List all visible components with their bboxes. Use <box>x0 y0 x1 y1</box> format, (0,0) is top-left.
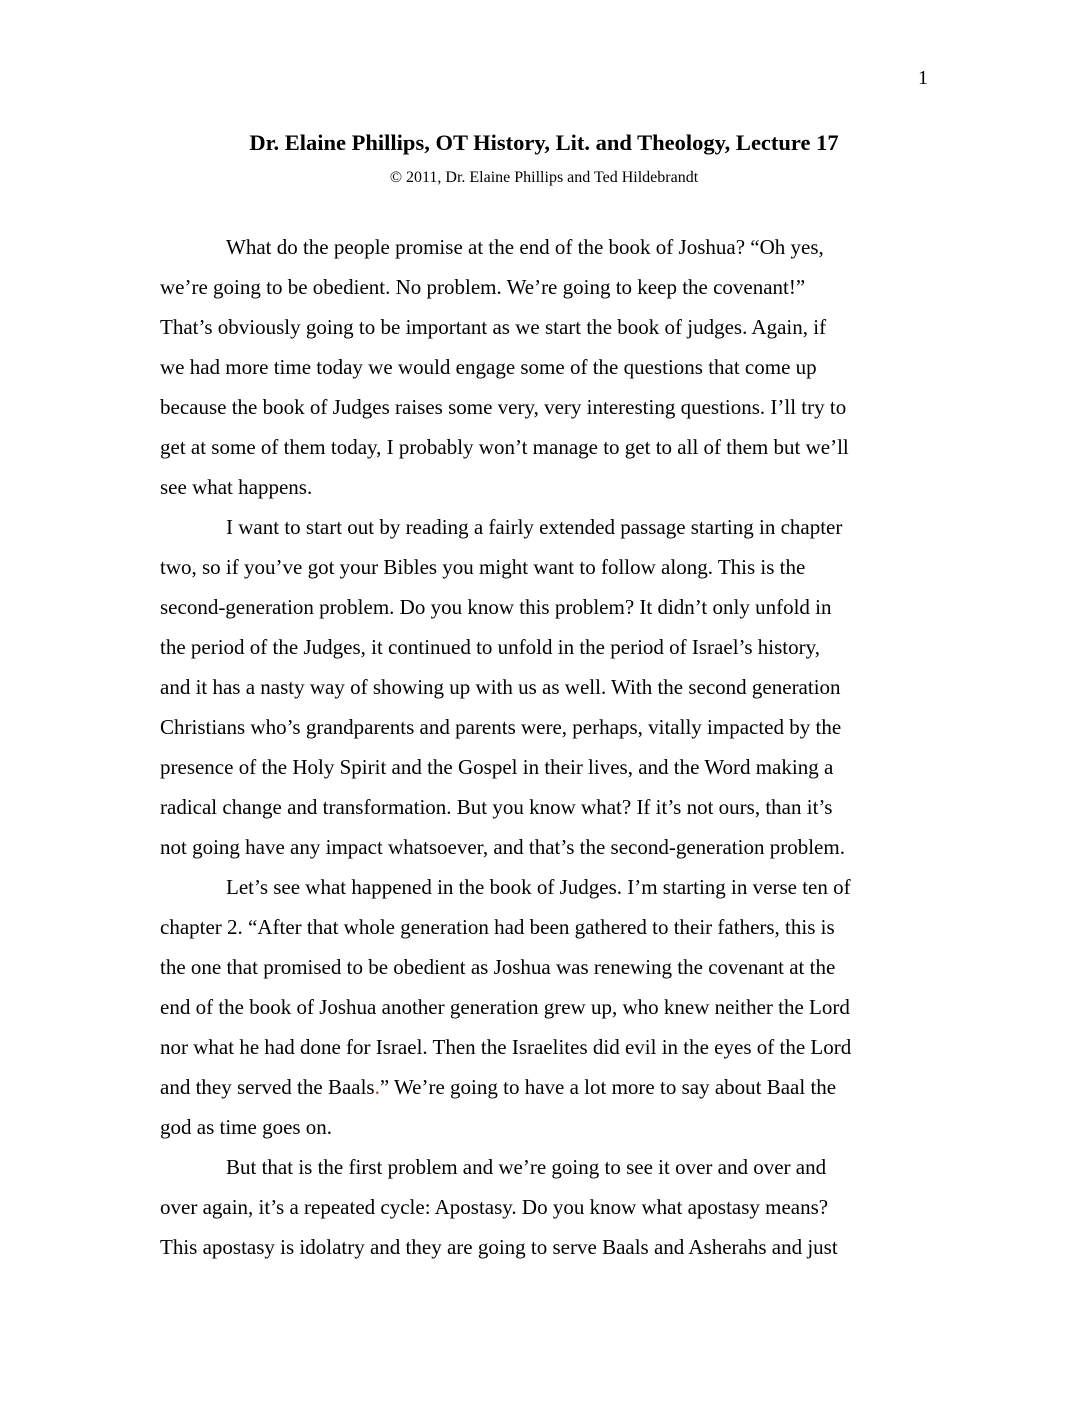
text-line: Christians who’s grandparents and parents were, perhaps, vitally impacted by the <box>160 715 842 739</box>
lecture-title: Dr. Elaine Phillips, OT History, Lit. and Theology, Lecture 17 <box>249 130 839 155</box>
text-line: But that is the first problem and we’re going to see it over and over and <box>226 1155 827 1179</box>
text-line: god as time goes on. <box>160 1115 333 1139</box>
text-line: chapter 2. “After that whole generation had been gathered to their fathers, this is <box>160 915 835 939</box>
text-line: not going have any impact whatsoever, and that’s the second-generation problem. <box>160 835 845 859</box>
highlighted-period: . <box>374 1075 380 1099</box>
paragraph-1 <box>160 227 928 507</box>
text-line: What do the people promise at the end of the book of Joshua? “Oh yes, <box>226 235 824 259</box>
text-line: I want to start out by reading a fairly extended passage starting in chapter <box>226 515 843 539</box>
paragraph-2 <box>160 507 928 867</box>
lecture-body <box>160 227 928 1267</box>
text-line: and it has a nasty way of showing up with us as well. With the second generation <box>160 675 841 699</box>
text-segment: ” We’re going to have a lot more to say about Baal the <box>379 1075 837 1099</box>
text-line: over again, it’s a repeated cycle: Apostasy. Do you know what apostasy means? <box>160 1195 829 1219</box>
text-line: we’re going to be obedient. No problem. We’re going to keep the covenant!” <box>160 275 806 299</box>
text-line: we had more time today we would engage some of the questions that come up <box>160 355 817 379</box>
text-line: This apostasy is idolatry and they are going to serve Baals and Asherahs and just <box>160 1235 838 1259</box>
text-line: That’s obviously going to be important as we start the book of judges. Again, if <box>160 315 827 339</box>
text-line: presence of the Holy Spirit and the Gospel in their lives, and the Word making a <box>160 755 834 779</box>
text-line <box>160 1067 928 1107</box>
paragraph-4 <box>160 1147 928 1267</box>
text-line: because the book of Judges raises some very, very interesting questions. I’ll try to <box>160 395 847 419</box>
text-line: two, so if you’ve got your Bibles you might want to follow along. This is the <box>160 555 806 579</box>
paragraph-3 <box>160 867 928 1147</box>
text-line: radical change and transformation. But you know what? If it’s not ours, than it’s <box>160 795 833 819</box>
text-line: get at some of them today, I probably won’t manage to get to all of them but we’ll <box>160 435 849 459</box>
text-line: second-generation problem. Do you know this problem? It didn’t only unfold in <box>160 595 832 619</box>
text-line: Let’s see what happened in the book of Judges. I’m starting in verse ten of <box>226 875 851 899</box>
text-line: the one that promised to be obedient as Joshua was renewing the covenant at the <box>160 955 836 979</box>
page-number: 1 <box>918 67 928 89</box>
text-line: end of the book of Joshua another generation grew up, who knew neither the Lord <box>160 995 850 1019</box>
text-line: see what happens. <box>160 475 313 499</box>
copyright-line: © 2011, Dr. Elaine Phillips and Ted Hildebrandt <box>389 169 699 186</box>
text-line: the period of the Judges, it continued to unfold in the period of Israel’s history, <box>160 635 821 659</box>
text-line: nor what he had done for Israel. Then the Israelites did evil in the eyes of the Lord <box>160 1035 852 1059</box>
text-segment: and they served the Baals <box>160 1075 375 1099</box>
